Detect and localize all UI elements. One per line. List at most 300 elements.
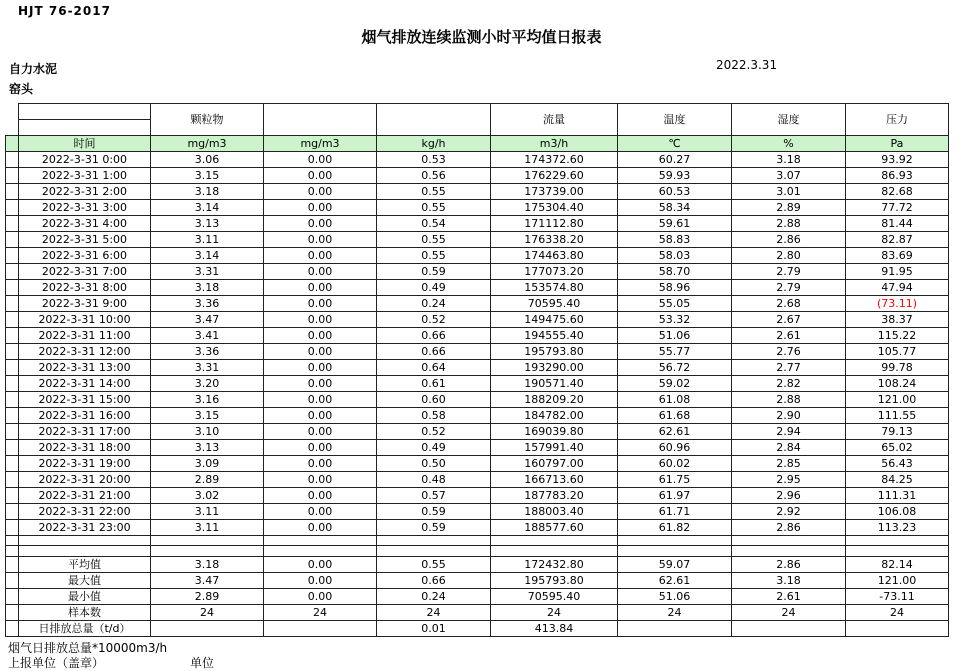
value-cell: 3.10 xyxy=(151,424,264,440)
value-cell: 111.31 xyxy=(846,488,949,504)
value-cell: 108.24 xyxy=(846,376,949,392)
value-cell: 24 xyxy=(151,605,264,621)
value-cell: 173739.00 xyxy=(491,184,618,200)
time-cell: 2022-3-31 23:00 xyxy=(19,520,151,536)
value-cell: 176338.20 xyxy=(491,232,618,248)
value-cell: 166713.60 xyxy=(491,472,618,488)
value-cell: 2.84 xyxy=(732,440,846,456)
value-cell: 0.00 xyxy=(264,200,377,216)
data-row xyxy=(6,424,949,440)
margin-cell xyxy=(6,557,19,573)
data-row xyxy=(6,280,949,296)
spacer-cell xyxy=(19,536,151,546)
value-cell: 3.18 xyxy=(732,573,846,589)
margin-cell xyxy=(6,488,19,504)
time-cell: 2022-3-31 15:00 xyxy=(19,392,151,408)
margin-cell xyxy=(6,312,19,328)
value-cell: 3.15 xyxy=(151,168,264,184)
value-cell: 0.00 xyxy=(264,296,377,312)
station-name: 窑头 xyxy=(9,82,34,96)
value-cell: 24 xyxy=(732,605,846,621)
margin-cell xyxy=(6,104,19,120)
value-cell: 3.13 xyxy=(151,216,264,232)
value-cell: 58.70 xyxy=(618,264,732,280)
value-cell: 0.64 xyxy=(377,360,491,376)
time-header-label: 时间 xyxy=(19,136,151,152)
value-cell: 195793.80 xyxy=(491,344,618,360)
value-cell: 53.32 xyxy=(618,312,732,328)
time-cell: 2022-3-31 21:00 xyxy=(19,488,151,504)
value-cell: 160797.00 xyxy=(491,456,618,472)
value-cell: 51.06 xyxy=(618,328,732,344)
value-cell: 0.50 xyxy=(377,456,491,472)
value-cell: 0.00 xyxy=(264,440,377,456)
value-cell: 24 xyxy=(618,605,732,621)
value-cell: 99.78 xyxy=(846,360,949,376)
value-cell: 0.00 xyxy=(264,557,377,573)
value-cell: 0.00 xyxy=(264,392,377,408)
unit-header-row xyxy=(6,136,949,152)
value-cell: 3.47 xyxy=(151,312,264,328)
value-cell: 0.61 xyxy=(377,376,491,392)
value-cell: 174463.80 xyxy=(491,248,618,264)
value-cell: 2.79 xyxy=(732,280,846,296)
time-cell: 2022-3-31 22:00 xyxy=(19,504,151,520)
value-cell: 176229.60 xyxy=(491,168,618,184)
data-row xyxy=(6,376,949,392)
value-cell xyxy=(264,546,377,557)
value-cell: 0.00 xyxy=(264,520,377,536)
time-cell: 2022-3-31 2:00 xyxy=(19,184,151,200)
value-cell: 0.59 xyxy=(377,264,491,280)
value-cell: 0.00 xyxy=(264,248,377,264)
value-cell: 3.36 xyxy=(151,296,264,312)
value-cell: 106.08 xyxy=(846,504,949,520)
margin-cell xyxy=(6,621,19,637)
value-cell: 121.00 xyxy=(846,573,949,589)
value-cell: 0.00 xyxy=(264,312,377,328)
time-cell: 2022-3-31 5:00 xyxy=(19,232,151,248)
value-cell: 2.88 xyxy=(732,392,846,408)
value-cell: 38.37 xyxy=(846,312,949,328)
data-row xyxy=(6,392,949,408)
value-cell: 0.00 xyxy=(264,280,377,296)
footer-note: 烟气日排放总量*10000m3/h xyxy=(8,641,168,655)
value-cell xyxy=(151,621,264,637)
value-cell: 58.96 xyxy=(618,280,732,296)
value-cell: 115.22 xyxy=(846,328,949,344)
value-cell xyxy=(377,546,491,557)
value-cell: 184782.00 xyxy=(491,408,618,424)
col-header-temperature: 温度 xyxy=(618,104,732,136)
margin-cell xyxy=(6,184,19,200)
unit-cell: ℃ xyxy=(618,136,732,152)
time-cell: 2022-3-31 4:00 xyxy=(19,216,151,232)
value-cell: 82.68 xyxy=(846,184,949,200)
value-cell xyxy=(264,536,377,546)
unit-cell: Pa xyxy=(846,136,949,152)
value-cell: 60.53 xyxy=(618,184,732,200)
margin-cell xyxy=(6,248,19,264)
value-cell: 0.55 xyxy=(377,232,491,248)
report-date: 2022.3.31 xyxy=(716,58,778,72)
value-cell: 56.72 xyxy=(618,360,732,376)
value-cell: 59.07 xyxy=(618,557,732,573)
data-row xyxy=(6,216,949,232)
value-cell: (73.11) xyxy=(846,296,949,312)
table-body xyxy=(6,152,949,637)
value-cell: 0.00 xyxy=(264,573,377,589)
summary-row xyxy=(6,621,949,637)
value-cell: 60.02 xyxy=(618,456,732,472)
value-cell: 149475.60 xyxy=(491,312,618,328)
value-cell: 2.86 xyxy=(732,520,846,536)
col-header-particulate: 颗粒物 xyxy=(151,104,264,136)
value-cell: 2.88 xyxy=(732,216,846,232)
unit-label: 单位 xyxy=(190,656,215,670)
value-cell: 2.76 xyxy=(732,344,846,360)
time-cell: 2022-3-31 16:00 xyxy=(19,408,151,424)
value-cell: 157991.40 xyxy=(491,440,618,456)
group-header-row xyxy=(6,104,949,120)
value-cell: 3.31 xyxy=(151,264,264,280)
value-cell: 82.87 xyxy=(846,232,949,248)
time-cell: 2022-3-31 19:00 xyxy=(19,456,151,472)
value-cell: 2.79 xyxy=(732,264,846,280)
summary-label-cell: 最小值 xyxy=(19,589,151,605)
value-cell: 3.11 xyxy=(151,520,264,536)
data-row xyxy=(6,408,949,424)
value-cell: 2.95 xyxy=(732,472,846,488)
data-row xyxy=(6,504,949,520)
margin-cell xyxy=(6,456,19,472)
report-unit-label: 上报单位（盖章） xyxy=(8,656,105,670)
summary-label-cell: 平均值 xyxy=(19,557,151,573)
value-cell: 0.60 xyxy=(377,392,491,408)
value-cell: 2.80 xyxy=(732,248,846,264)
margin-cell xyxy=(6,344,19,360)
time-cell: 2022-3-31 0:00 xyxy=(19,152,151,168)
value-cell: 0.00 xyxy=(264,360,377,376)
value-cell: 0.00 xyxy=(264,408,377,424)
margin-cell xyxy=(6,392,19,408)
value-cell: 0.48 xyxy=(377,472,491,488)
value-cell: 59.02 xyxy=(618,376,732,392)
value-cell: 121.00 xyxy=(846,392,949,408)
value-cell: 60.27 xyxy=(618,152,732,168)
value-cell xyxy=(846,546,949,557)
value-cell: 2.89 xyxy=(151,589,264,605)
value-cell: 77.72 xyxy=(846,200,949,216)
value-cell: 3.36 xyxy=(151,344,264,360)
unit-cell: % xyxy=(732,136,846,152)
data-row xyxy=(6,360,949,376)
time-header-spacer-bottom xyxy=(19,120,151,136)
col-header-flow: 流量 xyxy=(491,104,618,136)
time-cell: 2022-3-31 11:00 xyxy=(19,328,151,344)
value-cell: 0.55 xyxy=(377,248,491,264)
value-cell: 188003.40 xyxy=(491,504,618,520)
data-row xyxy=(6,488,949,504)
value-cell: 0.00 xyxy=(264,344,377,360)
value-cell: 2.89 xyxy=(151,472,264,488)
value-cell xyxy=(846,621,949,637)
value-cell xyxy=(618,546,732,557)
value-cell: 171112.80 xyxy=(491,216,618,232)
value-cell xyxy=(377,536,491,546)
value-cell: 3.11 xyxy=(151,504,264,520)
data-row xyxy=(6,456,949,472)
value-cell: 0.00 xyxy=(264,264,377,280)
value-cell xyxy=(491,536,618,546)
value-cell: 55.77 xyxy=(618,344,732,360)
margin-cell xyxy=(6,440,19,456)
margin-cell xyxy=(6,589,19,605)
value-cell: 2.86 xyxy=(732,557,846,573)
value-cell: 62.61 xyxy=(618,573,732,589)
unit-cell: mg/m3 xyxy=(264,136,377,152)
value-cell: 60.96 xyxy=(618,440,732,456)
value-cell: 3.13 xyxy=(151,440,264,456)
value-cell: 47.94 xyxy=(846,280,949,296)
value-cell: 81.44 xyxy=(846,216,949,232)
value-cell: 51.06 xyxy=(618,589,732,605)
value-cell: 0.00 xyxy=(264,152,377,168)
value-cell: 2.68 xyxy=(732,296,846,312)
value-cell: 2.61 xyxy=(732,328,846,344)
data-row xyxy=(6,312,949,328)
page-title: 烟气排放连续监测小时平均值日报表 xyxy=(361,28,602,46)
data-row xyxy=(6,152,949,168)
value-cell xyxy=(732,536,846,546)
spacer-row xyxy=(6,536,949,546)
spacer-row xyxy=(6,546,949,557)
summary-row xyxy=(6,589,949,605)
value-cell: 24 xyxy=(377,605,491,621)
value-cell: 194555.40 xyxy=(491,328,618,344)
value-cell: 0.59 xyxy=(377,520,491,536)
value-cell: 84.25 xyxy=(846,472,949,488)
summary-label-cell: 最大值 xyxy=(19,573,151,589)
data-row xyxy=(6,168,949,184)
data-row xyxy=(6,264,949,280)
margin-cell xyxy=(6,264,19,280)
summary-row xyxy=(6,557,949,573)
margin-cell xyxy=(6,152,19,168)
value-cell xyxy=(846,536,949,546)
value-cell: 93.92 xyxy=(846,152,949,168)
table-head-section xyxy=(6,104,949,152)
value-cell: 0.00 xyxy=(264,456,377,472)
value-cell: 0.66 xyxy=(377,573,491,589)
standard-code: HJT 76-2017 xyxy=(18,4,111,18)
value-cell: 58.34 xyxy=(618,200,732,216)
unit-cell: m3/h xyxy=(491,136,618,152)
margin-cell xyxy=(6,520,19,536)
value-cell: 83.69 xyxy=(846,248,949,264)
time-cell: 2022-3-31 18:00 xyxy=(19,440,151,456)
margin-cell xyxy=(6,360,19,376)
value-cell: 0.49 xyxy=(377,440,491,456)
value-cell: 0.66 xyxy=(377,344,491,360)
margin-cell xyxy=(6,408,19,424)
value-cell: 61.71 xyxy=(618,504,732,520)
value-cell: 0.55 xyxy=(377,200,491,216)
value-cell: 65.02 xyxy=(846,440,949,456)
value-cell: 61.68 xyxy=(618,408,732,424)
value-cell: 59.61 xyxy=(618,216,732,232)
data-row xyxy=(6,328,949,344)
time-cell: 2022-3-31 12:00 xyxy=(19,344,151,360)
data-row xyxy=(6,344,949,360)
data-row xyxy=(6,200,949,216)
value-cell: 3.14 xyxy=(151,248,264,264)
value-cell: 2.61 xyxy=(732,589,846,605)
margin-cell xyxy=(6,546,19,557)
value-cell: 3.18 xyxy=(151,280,264,296)
value-cell: 195793.80 xyxy=(491,573,618,589)
margin-cell xyxy=(6,504,19,520)
value-cell: 3.07 xyxy=(732,168,846,184)
margin-cell xyxy=(6,573,19,589)
value-cell xyxy=(264,621,377,637)
value-cell: 2.85 xyxy=(732,456,846,472)
value-cell: 61.08 xyxy=(618,392,732,408)
value-cell: 0.01 xyxy=(377,621,491,637)
value-cell: 2.77 xyxy=(732,360,846,376)
value-cell: 79.13 xyxy=(846,424,949,440)
value-cell: 0.00 xyxy=(264,589,377,605)
value-cell: -73.11 xyxy=(846,589,949,605)
value-cell: 3.31 xyxy=(151,360,264,376)
margin-cell xyxy=(6,136,19,152)
time-header-spacer-top xyxy=(19,104,151,120)
value-cell: 0.52 xyxy=(377,424,491,440)
summary-label-cell: 日排放总量（t/d） xyxy=(19,621,151,637)
value-cell: 0.58 xyxy=(377,408,491,424)
value-cell: 0.00 xyxy=(264,424,377,440)
margin-cell xyxy=(6,200,19,216)
col-header-humidity: 湿度 xyxy=(732,104,846,136)
value-cell: 2.86 xyxy=(732,232,846,248)
value-cell: 59.93 xyxy=(618,168,732,184)
value-cell: 3.18 xyxy=(151,557,264,573)
value-cell: 0.53 xyxy=(377,152,491,168)
margin-cell xyxy=(6,472,19,488)
unit-cell: mg/m3 xyxy=(151,136,264,152)
value-cell: 2.94 xyxy=(732,424,846,440)
value-cell: 58.03 xyxy=(618,248,732,264)
company-name: 自力水泥 xyxy=(9,62,58,76)
value-cell: 0.52 xyxy=(377,312,491,328)
data-row xyxy=(6,472,949,488)
value-cell: 24 xyxy=(264,605,377,621)
time-cell: 2022-3-31 6:00 xyxy=(19,248,151,264)
margin-cell xyxy=(6,536,19,546)
value-cell: 0.56 xyxy=(377,168,491,184)
value-cell: 113.23 xyxy=(846,520,949,536)
margin-cell xyxy=(6,424,19,440)
value-cell: 0.54 xyxy=(377,216,491,232)
margin-cell xyxy=(6,376,19,392)
value-cell: 172432.80 xyxy=(491,557,618,573)
value-cell: 3.11 xyxy=(151,232,264,248)
value-cell: 3.41 xyxy=(151,328,264,344)
time-cell: 2022-3-31 3:00 xyxy=(19,200,151,216)
value-cell: 169039.80 xyxy=(491,424,618,440)
value-cell: 174372.60 xyxy=(491,152,618,168)
value-cell: 177073.20 xyxy=(491,264,618,280)
value-cell: 3.47 xyxy=(151,573,264,589)
value-cell: 0.59 xyxy=(377,504,491,520)
value-cell: 0.00 xyxy=(264,184,377,200)
value-cell: 105.77 xyxy=(846,344,949,360)
value-cell: 3.20 xyxy=(151,376,264,392)
value-cell xyxy=(491,546,618,557)
value-cell: 0.55 xyxy=(377,184,491,200)
value-cell: 0.49 xyxy=(377,280,491,296)
data-row xyxy=(6,232,949,248)
value-cell: 61.97 xyxy=(618,488,732,504)
margin-cell xyxy=(6,328,19,344)
value-cell: 188577.60 xyxy=(491,520,618,536)
value-cell: 413.84 xyxy=(491,621,618,637)
value-cell: 3.18 xyxy=(732,152,846,168)
value-cell: 0.24 xyxy=(377,296,491,312)
value-cell: 3.01 xyxy=(732,184,846,200)
time-cell: 2022-3-31 9:00 xyxy=(19,296,151,312)
col-header-blank1 xyxy=(264,104,377,136)
margin-cell xyxy=(6,120,19,136)
value-cell: 3.02 xyxy=(151,488,264,504)
unit-cell: kg/h xyxy=(377,136,491,152)
value-cell: 190571.40 xyxy=(491,376,618,392)
time-cell: 2022-3-31 8:00 xyxy=(19,280,151,296)
margin-cell xyxy=(6,168,19,184)
time-cell: 2022-3-31 20:00 xyxy=(19,472,151,488)
value-cell: 61.75 xyxy=(618,472,732,488)
value-cell: 61.82 xyxy=(618,520,732,536)
margin-cell xyxy=(6,605,19,621)
value-cell: 153574.80 xyxy=(491,280,618,296)
value-cell: 2.67 xyxy=(732,312,846,328)
value-cell: 0.00 xyxy=(264,232,377,248)
value-cell: 3.18 xyxy=(151,184,264,200)
value-cell: 3.14 xyxy=(151,200,264,216)
col-header-pressure: 压力 xyxy=(846,104,949,136)
value-cell xyxy=(732,621,846,637)
value-cell: 175304.40 xyxy=(491,200,618,216)
value-cell: 3.15 xyxy=(151,408,264,424)
value-cell: 3.06 xyxy=(151,152,264,168)
time-cell: 2022-3-31 13:00 xyxy=(19,360,151,376)
summary-row xyxy=(6,573,949,589)
time-cell: 2022-3-31 17:00 xyxy=(19,424,151,440)
value-cell: 24 xyxy=(846,605,949,621)
margin-cell xyxy=(6,296,19,312)
time-cell: 2022-3-31 1:00 xyxy=(19,168,151,184)
value-cell xyxy=(732,546,846,557)
value-cell: 55.05 xyxy=(618,296,732,312)
margin-cell xyxy=(6,280,19,296)
value-cell: 91.95 xyxy=(846,264,949,280)
value-cell: 0.55 xyxy=(377,557,491,573)
value-cell: 0.00 xyxy=(264,216,377,232)
value-cell: 0.00 xyxy=(264,328,377,344)
value-cell xyxy=(151,536,264,546)
data-row xyxy=(6,184,949,200)
value-cell xyxy=(618,621,732,637)
